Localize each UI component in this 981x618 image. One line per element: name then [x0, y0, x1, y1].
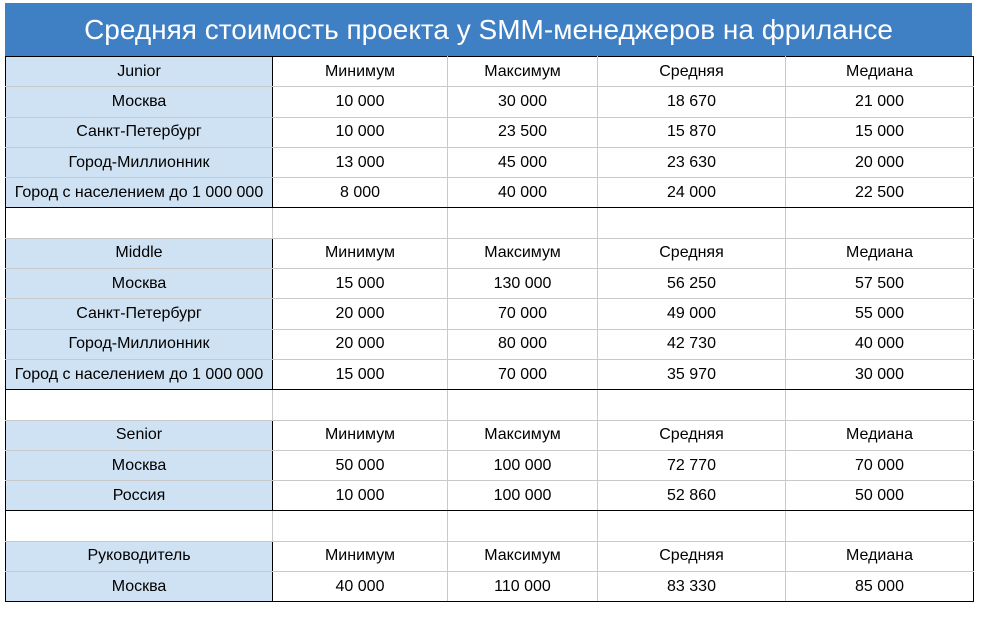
value-cell: 83 330 [598, 572, 786, 602]
value-cell: 40 000 [786, 329, 974, 359]
empty-cell [786, 208, 974, 238]
value-cell: 24 000 [598, 178, 786, 208]
value-cell: 40 000 [273, 572, 448, 602]
value-cell: 23 500 [448, 117, 598, 147]
value-cell: 50 000 [786, 481, 974, 511]
empty-cell [273, 390, 448, 420]
value-cell: 20 000 [786, 147, 974, 177]
column-header: Минимум [273, 541, 448, 571]
row-label: Город с населением до 1 000 000 [6, 178, 273, 208]
table-row [6, 359, 974, 389]
table-row [6, 450, 974, 480]
column-header: Максимум [448, 541, 598, 571]
empty-cell [6, 390, 273, 420]
spacer-row [6, 208, 974, 238]
empty-cell [448, 390, 598, 420]
value-cell: 20 000 [273, 299, 448, 329]
table-row [6, 299, 974, 329]
value-cell: 30 000 [786, 359, 974, 389]
table-row [6, 481, 974, 511]
empty-cell [448, 208, 598, 238]
value-cell: 80 000 [448, 329, 598, 359]
table-row [6, 117, 974, 147]
spacer-row [6, 511, 974, 541]
value-cell: 57 500 [786, 269, 974, 299]
table-row [6, 329, 974, 359]
table-title: Средняя стоимость проекта у SMM-менеджеров на фрилансе [5, 3, 972, 57]
value-cell: 10 000 [273, 87, 448, 117]
value-cell: 10 000 [273, 481, 448, 511]
column-header: Средняя [598, 238, 786, 268]
value-cell: 72 770 [598, 450, 786, 480]
empty-cell [448, 511, 598, 541]
row-label: Москва [6, 450, 273, 480]
empty-cell [273, 511, 448, 541]
value-cell: 18 670 [598, 87, 786, 117]
value-cell: 130 000 [448, 269, 598, 299]
section-name: Junior [6, 57, 273, 87]
empty-cell [598, 390, 786, 420]
value-cell: 30 000 [448, 87, 598, 117]
value-cell: 40 000 [448, 178, 598, 208]
value-cell: 50 000 [273, 450, 448, 480]
table-row [6, 87, 974, 117]
empty-cell [786, 390, 974, 420]
table-row [6, 178, 974, 208]
empty-cell [273, 208, 448, 238]
cost-table [5, 56, 974, 602]
section-header-row [6, 57, 974, 87]
column-header: Средняя [598, 420, 786, 450]
value-cell: 42 730 [598, 329, 786, 359]
value-cell: 110 000 [448, 572, 598, 602]
value-cell: 15 000 [786, 117, 974, 147]
value-cell: 70 000 [786, 450, 974, 480]
value-cell: 22 500 [786, 178, 974, 208]
value-cell: 45 000 [448, 147, 598, 177]
table-row [6, 147, 974, 177]
section-header-row [6, 541, 974, 571]
value-cell: 15 870 [598, 117, 786, 147]
value-cell: 70 000 [448, 299, 598, 329]
value-cell: 23 630 [598, 147, 786, 177]
column-header: Медиана [786, 541, 974, 571]
spacer-row [6, 390, 974, 420]
table-row [6, 269, 974, 299]
column-header: Максимум [448, 57, 598, 87]
section-header-row [6, 238, 974, 268]
value-cell: 52 860 [598, 481, 786, 511]
column-header: Минимум [273, 420, 448, 450]
column-header: Максимум [448, 420, 598, 450]
value-cell: 20 000 [273, 329, 448, 359]
row-label: Москва [6, 269, 273, 299]
section-name: Senior [6, 420, 273, 450]
empty-cell [6, 208, 273, 238]
value-cell: 8 000 [273, 178, 448, 208]
empty-cell [6, 511, 273, 541]
row-label: Город-Миллионник [6, 329, 273, 359]
section-name: Руководитель [6, 541, 273, 571]
empty-cell [598, 511, 786, 541]
value-cell: 85 000 [786, 572, 974, 602]
value-cell: 35 970 [598, 359, 786, 389]
row-label: Санкт-Петербург [6, 299, 273, 329]
value-cell: 15 000 [273, 269, 448, 299]
empty-cell [598, 208, 786, 238]
value-cell: 49 000 [598, 299, 786, 329]
row-label: Москва [6, 572, 273, 602]
row-label: Москва [6, 87, 273, 117]
row-label: Санкт-Петербург [6, 117, 273, 147]
value-cell: 10 000 [273, 117, 448, 147]
column-header: Медиана [786, 57, 974, 87]
section-header-row [6, 420, 974, 450]
column-header: Средняя [598, 541, 786, 571]
column-header: Минимум [273, 238, 448, 268]
row-label: Город с населением до 1 000 000 [6, 359, 273, 389]
value-cell: 56 250 [598, 269, 786, 299]
table-row [6, 572, 974, 602]
column-header: Максимум [448, 238, 598, 268]
column-header: Минимум [273, 57, 448, 87]
column-header: Средняя [598, 57, 786, 87]
value-cell: 100 000 [448, 481, 598, 511]
row-label: Россия [6, 481, 273, 511]
value-cell: 100 000 [448, 450, 598, 480]
empty-cell [786, 511, 974, 541]
value-cell: 70 000 [448, 359, 598, 389]
column-header: Медиана [786, 420, 974, 450]
value-cell: 15 000 [273, 359, 448, 389]
column-header: Медиана [786, 238, 974, 268]
value-cell: 21 000 [786, 87, 974, 117]
section-name: Middle [6, 238, 273, 268]
row-label: Город-Миллионник [6, 147, 273, 177]
value-cell: 55 000 [786, 299, 974, 329]
value-cell: 13 000 [273, 147, 448, 177]
